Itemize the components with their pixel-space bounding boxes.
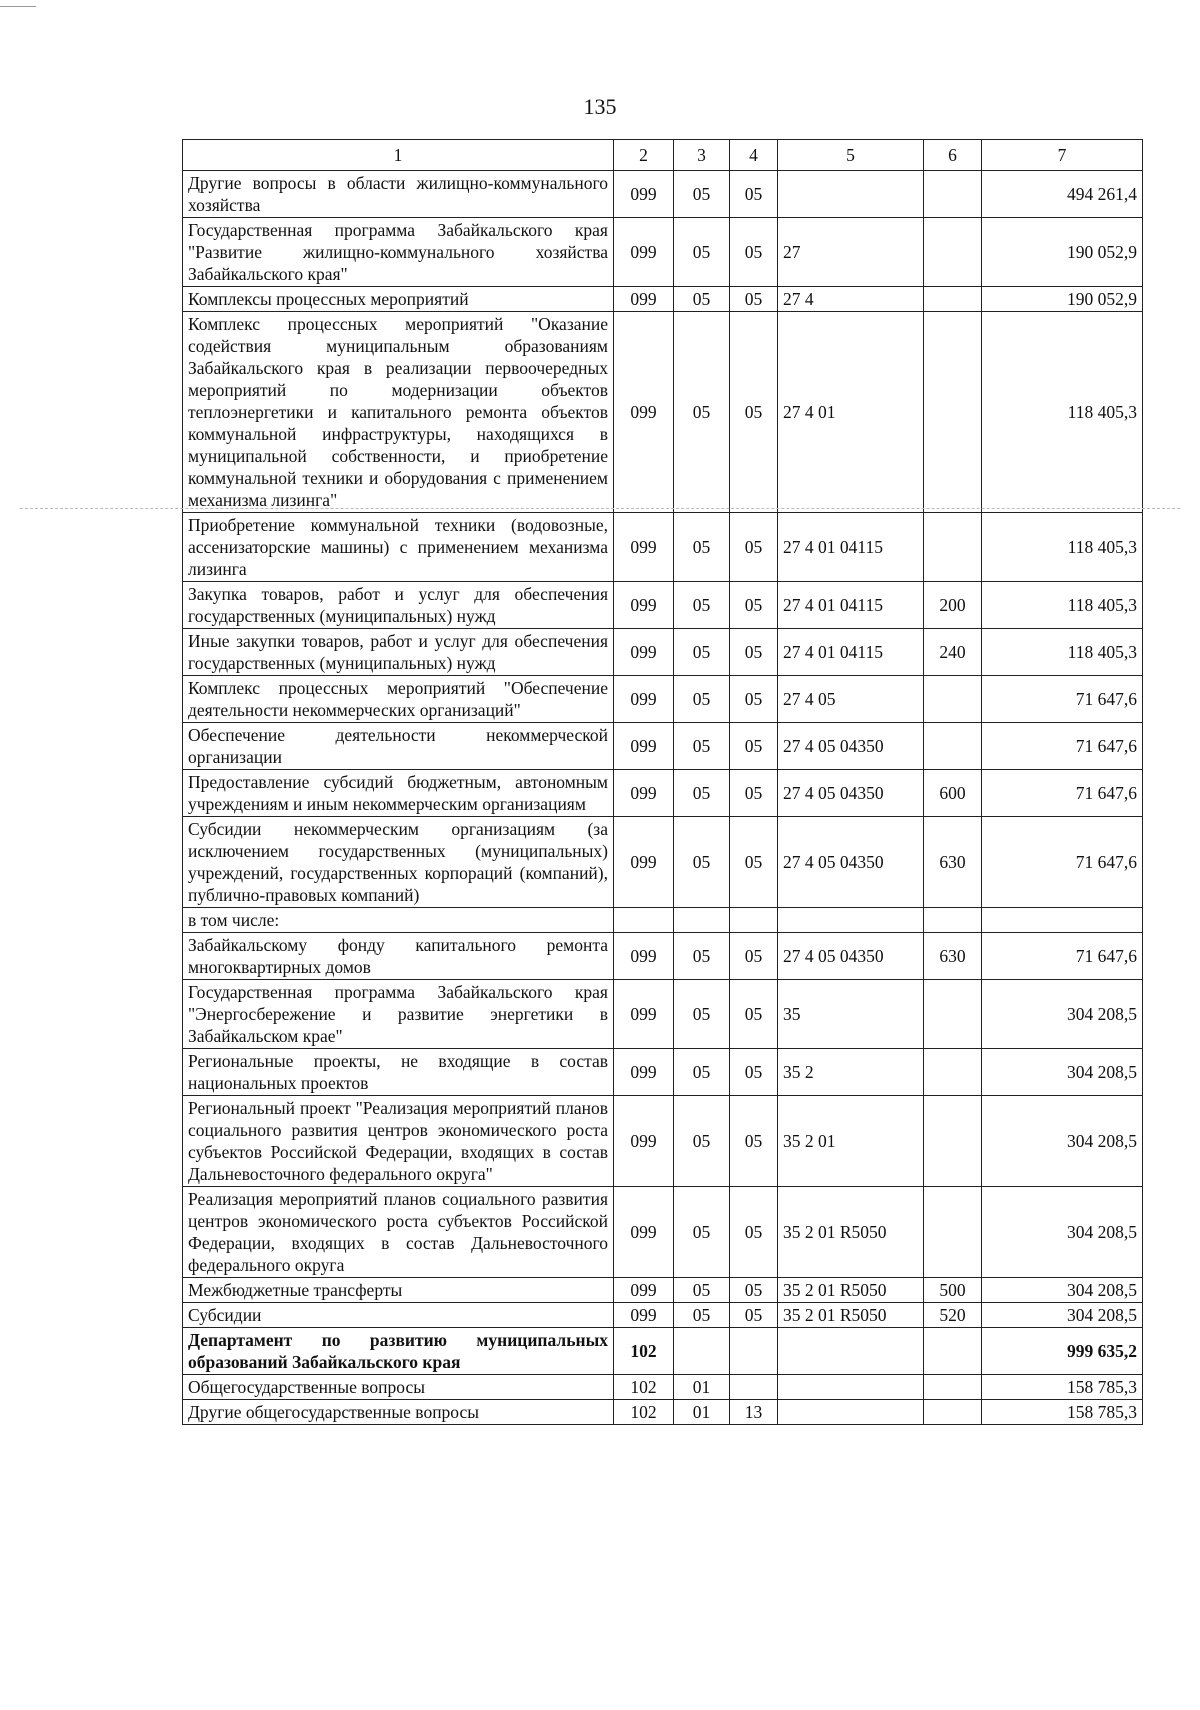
table-row bbox=[183, 723, 1143, 770]
row-rz-cell: 05 bbox=[674, 513, 730, 582]
row-pr-cell: 05 bbox=[730, 980, 778, 1049]
table-row bbox=[183, 1375, 1143, 1400]
scan-corner-mark bbox=[0, 6, 36, 7]
row-csr-cell: 27 4 05 04350 bbox=[778, 723, 924, 770]
row-vr-cell: 630 bbox=[924, 817, 982, 908]
row-sum-cell: 118 405,3 bbox=[982, 513, 1143, 582]
row-name-cell: Комплексы процессных мероприятий bbox=[183, 287, 614, 312]
row-sum-cell: 304 208,5 bbox=[982, 1049, 1143, 1096]
row-vr-cell bbox=[924, 1049, 982, 1096]
row-gr-cell: 099 bbox=[614, 287, 674, 312]
row-sum-cell: 71 647,6 bbox=[982, 817, 1143, 908]
row-vr-cell bbox=[924, 1096, 982, 1187]
row-gr-cell: 099 bbox=[614, 980, 674, 1049]
row-sum-cell: 304 208,5 bbox=[982, 1303, 1143, 1328]
row-vr-cell bbox=[924, 513, 982, 582]
row-rz-cell: 01 bbox=[674, 1375, 730, 1400]
row-name-cell: в том числе: bbox=[183, 908, 614, 933]
row-csr-cell: 27 4 01 04115 bbox=[778, 513, 924, 582]
row-name-cell: Департамент по развитию муниципальных образований Забайкальского края bbox=[183, 1328, 614, 1375]
row-vr-cell bbox=[924, 218, 982, 287]
row-rz-cell: 05 bbox=[674, 1278, 730, 1303]
row-pr-cell: 05 bbox=[730, 1096, 778, 1187]
row-sum-cell: 304 208,5 bbox=[982, 1278, 1143, 1303]
row-sum-cell: 304 208,5 bbox=[982, 1096, 1143, 1187]
row-name-cell: Субсидии bbox=[183, 1303, 614, 1328]
row-gr-cell: 099 bbox=[614, 312, 674, 513]
row-csr-cell bbox=[778, 908, 924, 933]
row-vr-cell bbox=[924, 1400, 982, 1425]
header-col-3: 3 bbox=[674, 140, 730, 171]
table-row bbox=[183, 312, 1143, 513]
row-gr-cell: 099 bbox=[614, 933, 674, 980]
row-pr-cell: 05 bbox=[730, 1049, 778, 1096]
row-name-cell: Закупка товаров, работ и услуг для обеспечения государственных (муниципальных) нужд bbox=[183, 582, 614, 629]
row-name-cell: Региональные проекты, не входящие в состав национальных проектов bbox=[183, 1049, 614, 1096]
row-rz-cell: 05 bbox=[674, 770, 730, 817]
row-sum-cell: 118 405,3 bbox=[982, 629, 1143, 676]
row-csr-cell: 27 4 05 04350 bbox=[778, 817, 924, 908]
row-pr-cell: 13 bbox=[730, 1400, 778, 1425]
row-csr-cell: 35 2 bbox=[778, 1049, 924, 1096]
row-rz-cell: 05 bbox=[674, 933, 730, 980]
row-vr-cell bbox=[924, 980, 982, 1049]
table-row bbox=[183, 676, 1143, 723]
row-name-cell: Другие общегосударственные вопросы bbox=[183, 1400, 614, 1425]
table-row bbox=[183, 817, 1143, 908]
row-vr-cell bbox=[924, 908, 982, 933]
table-row bbox=[183, 1303, 1143, 1328]
budget-table bbox=[182, 139, 1143, 1425]
row-name-cell: Обеспечение деятельности некоммерческой организации bbox=[183, 723, 614, 770]
row-pr-cell: 05 bbox=[730, 723, 778, 770]
row-pr-cell: 05 bbox=[730, 770, 778, 817]
row-gr-cell: 099 bbox=[614, 817, 674, 908]
table-row bbox=[183, 908, 1143, 933]
header-col-2: 2 bbox=[614, 140, 674, 171]
table-row bbox=[183, 1049, 1143, 1096]
row-pr-cell: 05 bbox=[730, 629, 778, 676]
row-csr-cell: 27 4 05 04350 bbox=[778, 933, 924, 980]
row-pr-cell bbox=[730, 1375, 778, 1400]
row-gr-cell bbox=[614, 908, 674, 933]
row-vr-cell bbox=[924, 723, 982, 770]
row-pr-cell: 05 bbox=[730, 1187, 778, 1278]
row-sum-cell: 999 635,2 bbox=[982, 1328, 1143, 1375]
row-csr-cell: 27 bbox=[778, 218, 924, 287]
row-name-cell: Забайкальскому фонду капитального ремонта многоквартирных домов bbox=[183, 933, 614, 980]
row-pr-cell: 05 bbox=[730, 817, 778, 908]
row-gr-cell: 099 bbox=[614, 629, 674, 676]
row-pr-cell: 05 bbox=[730, 1278, 778, 1303]
row-pr-cell: 05 bbox=[730, 1303, 778, 1328]
row-rz-cell: 05 bbox=[674, 171, 730, 218]
row-vr-cell bbox=[924, 676, 982, 723]
row-vr-cell: 600 bbox=[924, 770, 982, 817]
row-name-cell: Региональный проект "Реализация мероприятий планов социального развития центров экономического роста субъектов Российской Федерации, входящих в состав Дальневосточного федерального округа" bbox=[183, 1096, 614, 1187]
row-rz-cell: 05 bbox=[674, 980, 730, 1049]
row-csr-cell: 35 2 01 R5050 bbox=[778, 1187, 924, 1278]
row-vr-cell: 200 bbox=[924, 582, 982, 629]
row-gr-cell: 099 bbox=[614, 218, 674, 287]
row-pr-cell: 05 bbox=[730, 676, 778, 723]
row-name-cell: Государственная программа Забайкальского края "Развитие жилищно-коммунального хозяйства Забайкальского края" bbox=[183, 218, 614, 287]
table-row bbox=[183, 629, 1143, 676]
table-row bbox=[183, 171, 1143, 218]
row-rz-cell: 05 bbox=[674, 582, 730, 629]
row-gr-cell: 099 bbox=[614, 1303, 674, 1328]
row-rz-cell: 05 bbox=[674, 1049, 730, 1096]
row-rz-cell: 05 bbox=[674, 1303, 730, 1328]
row-sum-cell: 158 785,3 bbox=[982, 1400, 1143, 1425]
row-rz-cell bbox=[674, 1328, 730, 1375]
row-name-cell: Реализация мероприятий планов социального развития центров экономического роста субъектов Российской Федерации, входящих в состав Дальневосточного федерального округа bbox=[183, 1187, 614, 1278]
table-row bbox=[183, 1328, 1143, 1375]
header-col-1: 1 bbox=[183, 140, 614, 171]
row-vr-cell: 240 bbox=[924, 629, 982, 676]
row-gr-cell: 099 bbox=[614, 676, 674, 723]
row-sum-cell bbox=[982, 908, 1143, 933]
row-gr-cell: 102 bbox=[614, 1328, 674, 1375]
header-col-4: 4 bbox=[730, 140, 778, 171]
table-row bbox=[183, 770, 1143, 817]
row-rz-cell: 05 bbox=[674, 723, 730, 770]
row-rz-cell: 05 bbox=[674, 218, 730, 287]
row-csr-cell: 27 4 05 bbox=[778, 676, 924, 723]
row-pr-cell bbox=[730, 908, 778, 933]
row-csr-cell bbox=[778, 1328, 924, 1375]
row-gr-cell: 102 bbox=[614, 1400, 674, 1425]
row-rz-cell bbox=[674, 908, 730, 933]
row-pr-cell bbox=[730, 1328, 778, 1375]
header-col-5: 5 bbox=[778, 140, 924, 171]
row-pr-cell: 05 bbox=[730, 218, 778, 287]
row-gr-cell: 102 bbox=[614, 1375, 674, 1400]
row-gr-cell: 099 bbox=[614, 723, 674, 770]
row-pr-cell: 05 bbox=[730, 933, 778, 980]
row-csr-cell bbox=[778, 1400, 924, 1425]
row-csr-cell: 35 2 01 bbox=[778, 1096, 924, 1187]
row-csr-cell: 35 bbox=[778, 980, 924, 1049]
table-row bbox=[183, 933, 1143, 980]
row-vr-cell bbox=[924, 1187, 982, 1278]
row-pr-cell: 05 bbox=[730, 312, 778, 513]
table-header-row bbox=[183, 140, 1143, 171]
header-col-7: 7 bbox=[982, 140, 1143, 171]
row-sum-cell: 304 208,5 bbox=[982, 980, 1143, 1049]
row-vr-cell: 520 bbox=[924, 1303, 982, 1328]
row-csr-cell bbox=[778, 171, 924, 218]
row-name-cell: Государственная программа Забайкальского края "Энергосбережение и развитие энергетики в Забайкальском крае" bbox=[183, 980, 614, 1049]
row-pr-cell: 05 bbox=[730, 171, 778, 218]
row-sum-cell: 304 208,5 bbox=[982, 1187, 1143, 1278]
row-name-cell: Субсидии некоммерческим организациям (за исключением государственных (муниципальных) учреждений, государственных корпораций (компаний), публично-правовых компаний) bbox=[183, 817, 614, 908]
row-vr-cell bbox=[924, 312, 982, 513]
table-body bbox=[183, 171, 1143, 1425]
row-pr-cell: 05 bbox=[730, 513, 778, 582]
table-row bbox=[183, 582, 1143, 629]
row-csr-cell: 27 4 01 04115 bbox=[778, 582, 924, 629]
row-sum-cell: 158 785,3 bbox=[982, 1375, 1143, 1400]
table-row bbox=[183, 513, 1143, 582]
row-name-cell: Общегосударственные вопросы bbox=[183, 1375, 614, 1400]
row-sum-cell: 71 647,6 bbox=[982, 723, 1143, 770]
row-csr-cell: 27 4 01 bbox=[778, 312, 924, 513]
row-rz-cell: 05 bbox=[674, 676, 730, 723]
row-rz-cell: 05 bbox=[674, 312, 730, 513]
scan-artifact-line bbox=[20, 508, 1180, 509]
row-gr-cell: 099 bbox=[614, 1049, 674, 1096]
row-gr-cell: 099 bbox=[614, 1096, 674, 1187]
row-csr-cell: 27 4 01 04115 bbox=[778, 629, 924, 676]
row-rz-cell: 01 bbox=[674, 1400, 730, 1425]
row-rz-cell: 05 bbox=[674, 287, 730, 312]
row-pr-cell: 05 bbox=[730, 582, 778, 629]
row-gr-cell: 099 bbox=[614, 1187, 674, 1278]
row-csr-cell: 35 2 01 R5050 bbox=[778, 1303, 924, 1328]
table-row bbox=[183, 218, 1143, 287]
row-csr-cell: 27 4 bbox=[778, 287, 924, 312]
table-row bbox=[183, 1400, 1143, 1425]
row-gr-cell: 099 bbox=[614, 171, 674, 218]
row-vr-cell bbox=[924, 171, 982, 218]
row-pr-cell: 05 bbox=[730, 287, 778, 312]
table-row bbox=[183, 980, 1143, 1049]
row-name-cell: Предоставление субсидий бюджетным, автономным учреждениям и иным некоммерческим организациям bbox=[183, 770, 614, 817]
row-vr-cell bbox=[924, 287, 982, 312]
row-sum-cell: 494 261,4 bbox=[982, 171, 1143, 218]
table-row bbox=[183, 1278, 1143, 1303]
row-rz-cell: 05 bbox=[674, 1187, 730, 1278]
page-number: 135 bbox=[583, 94, 617, 119]
row-gr-cell: 099 bbox=[614, 513, 674, 582]
row-name-cell: Приобретение коммунальной техники (водовозные, ассенизаторские машины) с применением механизма лизинга bbox=[183, 513, 614, 582]
table-row bbox=[183, 1096, 1143, 1187]
row-name-cell: Комплекс процессных мероприятий "Обеспечение деятельности некоммерческих организаций" bbox=[183, 676, 614, 723]
row-csr-cell bbox=[778, 1375, 924, 1400]
table-row bbox=[183, 1187, 1143, 1278]
row-sum-cell: 71 647,6 bbox=[982, 770, 1143, 817]
row-name-cell: Межбюджетные трансферты bbox=[183, 1278, 614, 1303]
row-csr-cell: 35 2 01 R5050 bbox=[778, 1278, 924, 1303]
row-vr-cell: 630 bbox=[924, 933, 982, 980]
row-sum-cell: 190 052,9 bbox=[982, 287, 1143, 312]
row-rz-cell: 05 bbox=[674, 1096, 730, 1187]
row-name-cell: Комплекс процессных мероприятий "Оказание содействия муниципальным образованиям Забайкальского края в реализации первоочередных мероприятий по модернизации объектов теплоэнергетики и капитального ремонта объектов коммунальной инфраструктуры, находящихся в муниципальной собственности, и приобретение коммунальной техники и оборудования с применением механизма лизинга" bbox=[183, 312, 614, 513]
row-sum-cell: 71 647,6 bbox=[982, 933, 1143, 980]
row-sum-cell: 190 052,9 bbox=[982, 218, 1143, 287]
header-col-6: 6 bbox=[924, 140, 982, 171]
table-row bbox=[183, 287, 1143, 312]
row-name-cell: Другие вопросы в области жилищно-коммунального хозяйства bbox=[183, 171, 614, 218]
row-rz-cell: 05 bbox=[674, 817, 730, 908]
row-vr-cell bbox=[924, 1328, 982, 1375]
row-sum-cell: 71 647,6 bbox=[982, 676, 1143, 723]
row-sum-cell: 118 405,3 bbox=[982, 582, 1143, 629]
row-sum-cell: 118 405,3 bbox=[982, 312, 1143, 513]
row-gr-cell: 099 bbox=[614, 582, 674, 629]
row-vr-cell: 500 bbox=[924, 1278, 982, 1303]
row-rz-cell: 05 bbox=[674, 629, 730, 676]
row-gr-cell: 099 bbox=[614, 770, 674, 817]
row-vr-cell bbox=[924, 1375, 982, 1400]
row-csr-cell: 27 4 05 04350 bbox=[778, 770, 924, 817]
row-name-cell: Иные закупки товаров, работ и услуг для обеспечения государственных (муниципальных) нужд bbox=[183, 629, 614, 676]
row-gr-cell: 099 bbox=[614, 1278, 674, 1303]
